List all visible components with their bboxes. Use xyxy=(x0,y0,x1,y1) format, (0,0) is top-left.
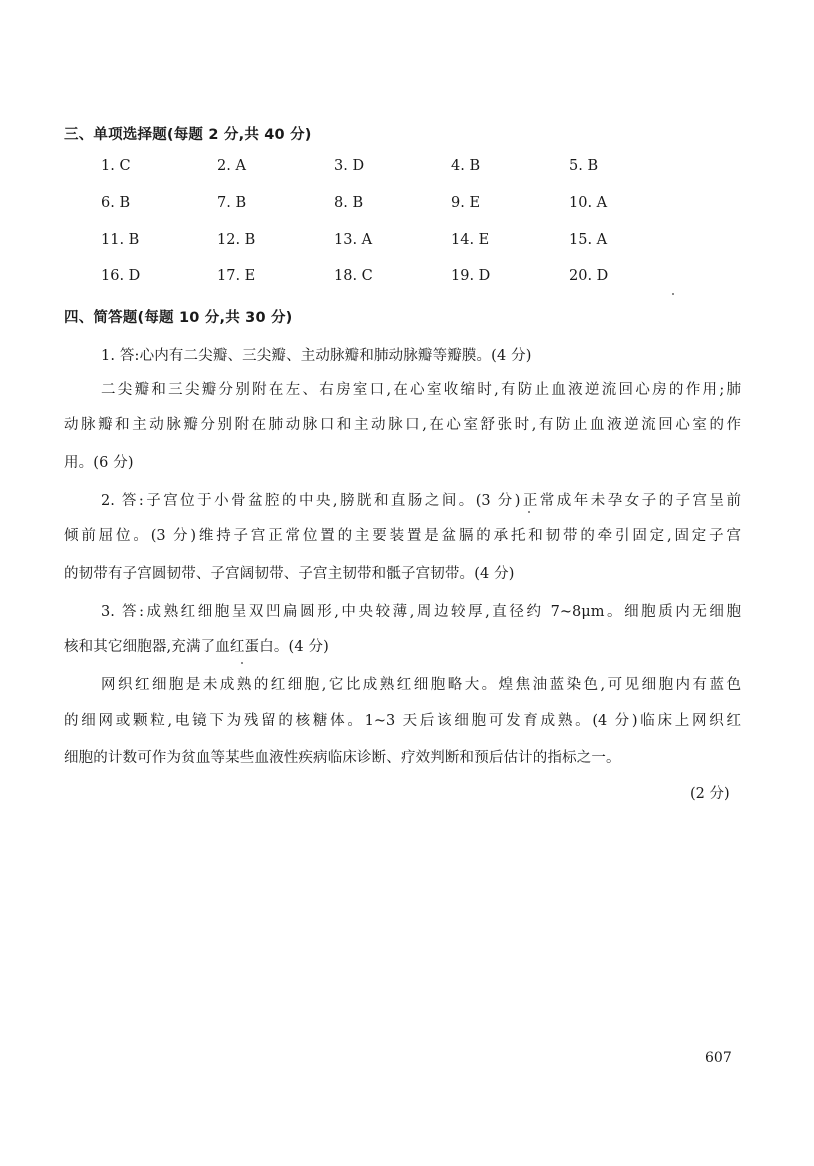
answer-2-line: 2. 答:子宫位于小骨盆腔的中央,膀胱和直肠之间。(3 分)正常成年未孕女子的子宫呈前 xyxy=(101,493,741,509)
section-3-heading: 三、单项选择题(每题 2 分,共 40 分) xyxy=(64,127,312,143)
answer-item: 7. B xyxy=(217,195,247,211)
answer-item: 10. A xyxy=(569,195,608,211)
answer-item: 15. A xyxy=(569,232,608,248)
answer-item: 5. B xyxy=(569,158,599,174)
answer-item: 12. B xyxy=(217,232,256,248)
answer-item: 6. B xyxy=(101,195,131,211)
answer-3-line: 的细网或颗粒,电镜下为残留的核糖体。1~3 天后该细胞可发育成熟。(4 分)临床上网织红 xyxy=(64,713,741,729)
answer-item: 11. B xyxy=(101,232,140,248)
page-number: 607 xyxy=(705,1050,732,1066)
answer-3-line: 核和其它细胞器,充满了血红蛋白。(4 分) xyxy=(64,639,329,655)
answer-3-line: 3. 答:成熟红细胞呈双凹扁圆形,中央较薄,周边较厚,直径约 7~8μm。细胞质内无细胞 xyxy=(101,604,741,620)
answer-3-line: 网织红细胞是未成熟的红细胞,它比成熟红细胞略大。煌焦油蓝染色,可见细胞内有蓝色 xyxy=(101,677,741,693)
answer-item: 8. B xyxy=(334,195,364,211)
section-4-heading: 四、简答题(每题 10 分,共 30 分) xyxy=(64,310,293,326)
answer-1-line: 用。(6 分) xyxy=(64,455,134,471)
answer-item: 2. A xyxy=(217,158,246,174)
answer-item: 18. C xyxy=(334,268,373,284)
answer-item: 14. E xyxy=(451,232,490,248)
answer-item: 16. D xyxy=(101,268,141,284)
final-score-note: (2 分) xyxy=(690,786,730,802)
answer-2-line: 的韧带有子宫圆韧带、子宫阔韧带、子宫主韧带和骶子宫韧带。(4 分) xyxy=(64,566,515,582)
answer-3-line: 细胞的计数可作为贫血等某些血液性疾病临床诊断、疗效判断和预后估计的指标之一。 xyxy=(64,750,621,766)
scan-speck xyxy=(672,293,674,295)
answer-item: 3. D xyxy=(334,158,365,174)
answer-item: 4. B xyxy=(451,158,481,174)
answer-item: 13. A xyxy=(334,232,373,248)
answer-item: 20. D xyxy=(569,268,609,284)
answer-1-line: 二尖瓣和三尖瓣分别附在左、右房室口,在心室收缩时,有防止血液逆流回心房的作用;肺 xyxy=(101,382,741,398)
scan-speck xyxy=(528,511,530,513)
answer-2-line: 倾前屈位。(3 分)维持子宫正常位置的主要装置是盆膈的承托和韧带的牵引固定,固定子宫 xyxy=(64,528,741,544)
answer-item: 19. D xyxy=(451,268,491,284)
answer-item: 9. E xyxy=(451,195,481,211)
answer-item: 17. E xyxy=(217,268,256,284)
scan-speck xyxy=(241,662,243,664)
answer-1-line: 1. 答:心内有二尖瓣、三尖瓣、主动脉瓣和肺动脉瓣等瓣膜。(4 分) xyxy=(101,348,532,364)
answer-item: 1. C xyxy=(101,158,131,174)
answer-1-line: 动脉瓣和主动脉瓣分别附在肺动脉口和主动脉口,在心室舒张时,有防止血液逆流回心室的作 xyxy=(64,417,741,433)
